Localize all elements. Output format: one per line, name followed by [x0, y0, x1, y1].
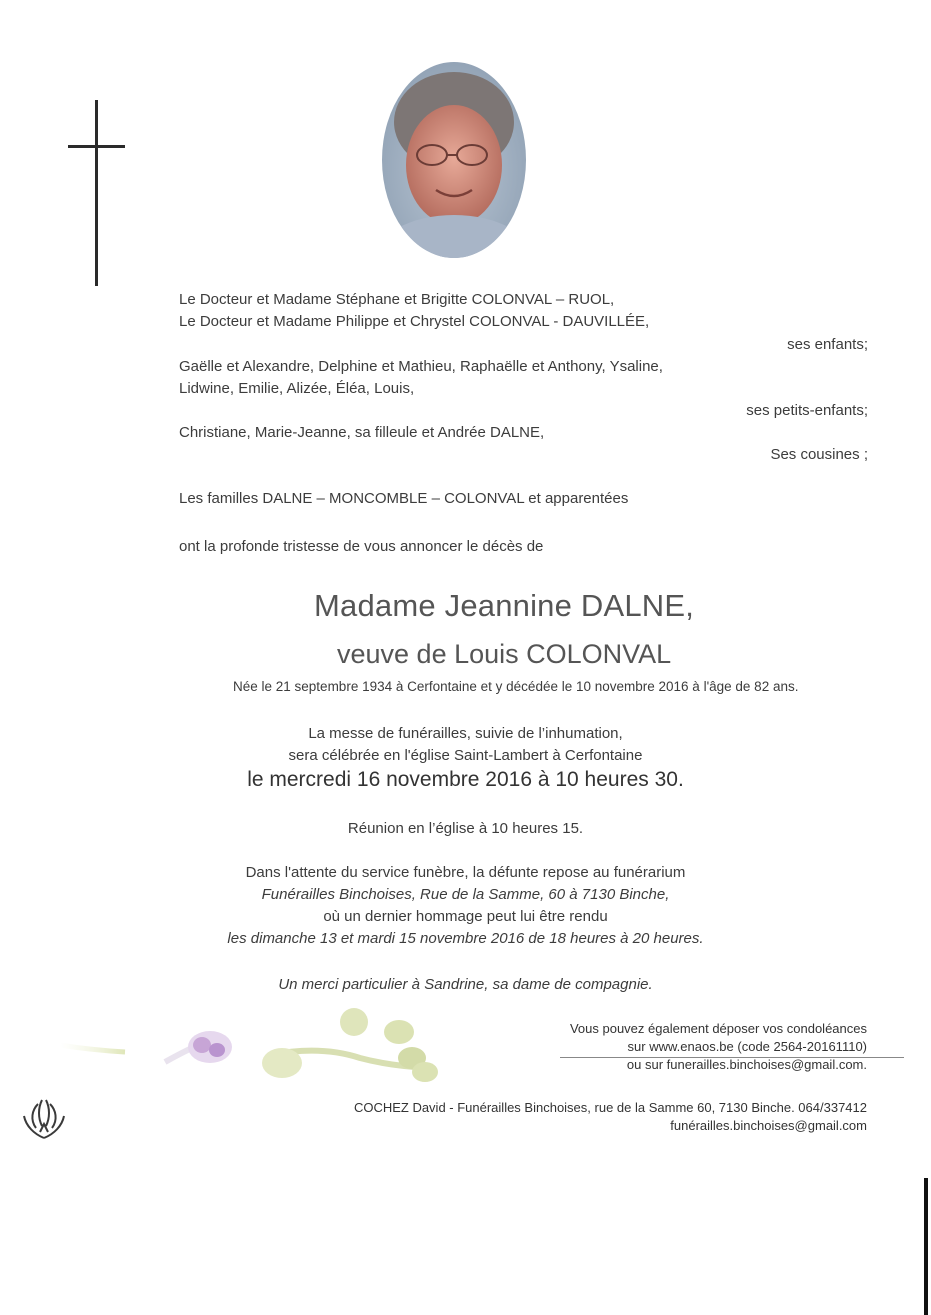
children-label: ses enfants;	[787, 336, 868, 353]
funeral-line-2: sera célébrée en l'église Saint-Lambert à Cerfontaine	[288, 747, 643, 764]
funeral-line-1: La messe de funérailles, suivie de l’inhumation,	[308, 725, 623, 742]
thanks-note: Un merci particulier à Sandrine, sa dame de compagnie.	[278, 976, 653, 993]
family-related: Les familles DALNE – MONCOMBLE – COLONVAL et apparentées	[179, 490, 629, 507]
funerarium-line-3: où un dernier hommage peut lui être rendu	[323, 908, 608, 925]
funeral-meeting: Réunion en l’église à 10 heures 15.	[347, 820, 584, 837]
portrait-photo	[380, 60, 528, 260]
cousins-label: Ses cousines ;	[770, 446, 868, 463]
orchid-decoration	[60, 1000, 460, 1090]
funerarium-visits: les dimanche 13 et mardi 15 novembre 2016 de 18 heures à 20 heures.	[227, 930, 704, 947]
deceased-name: Madame Jeannine DALNE,	[314, 588, 695, 623]
family-children-1: Le Docteur et Madame Stéphane et Brigitte COLONVAL – RUOL,	[179, 291, 615, 308]
phoenix-logo-icon	[18, 1094, 70, 1146]
funerarium-address: Funérailles Binchoises, Rue de la Samme, 60 à 7130 Binche,	[261, 886, 670, 903]
undertaker-email: funérailles.binchoises@gmail.com	[670, 1118, 867, 1133]
family-grandchildren-1: Gaëlle et Alexandre, Delphine et Mathieu, Raphaëlle et Anthony, Ysaline,	[179, 358, 663, 375]
family-children-2: Le Docteur et Madame Philippe et Chrystel COLONVAL - DAUVILLÉE,	[179, 313, 650, 330]
grandchildren-label: ses petits-enfants;	[746, 402, 868, 419]
condolences-line-3: ou sur funerailles.binchoises@gmail.com.	[626, 1057, 867, 1072]
family-cousins: Christiane, Marie-Jeanne, sa filleule et Andrée DALNE,	[179, 424, 545, 441]
funerarium-line-1: Dans l'attente du service funèbre, la défunte repose au funérarium	[245, 864, 686, 881]
condolences-line-2: sur www.enaos.be (code 2564-20161110)	[627, 1039, 867, 1054]
undertaker-address: COCHEZ David - Funérailles Binchoises, rue de la Samme 60, 7130 Binche. 064/337412	[353, 1100, 867, 1115]
deceased-dates: Née le 21 septembre 1934 à Cerfontaine et y décédée le 10 novembre 2016 à l'âge de 82 ans.	[233, 679, 799, 694]
funeral-date: le mercredi 16 novembre 2016 à 10 heures 30.	[247, 768, 684, 791]
announcement: ont la profonde tristesse de vous annoncer le décès de	[179, 538, 544, 555]
family-grandchildren-2: Lidwine, Emilie, Alizée, Éléa, Louis,	[179, 380, 415, 397]
scan-edge-mark	[924, 1178, 928, 1315]
cross-icon	[66, 100, 128, 286]
deceased-widow-of: veuve de Louis COLONVAL	[337, 639, 672, 669]
condolences-line-1: Vous pouvez également déposer vos condoléances	[569, 1021, 867, 1036]
